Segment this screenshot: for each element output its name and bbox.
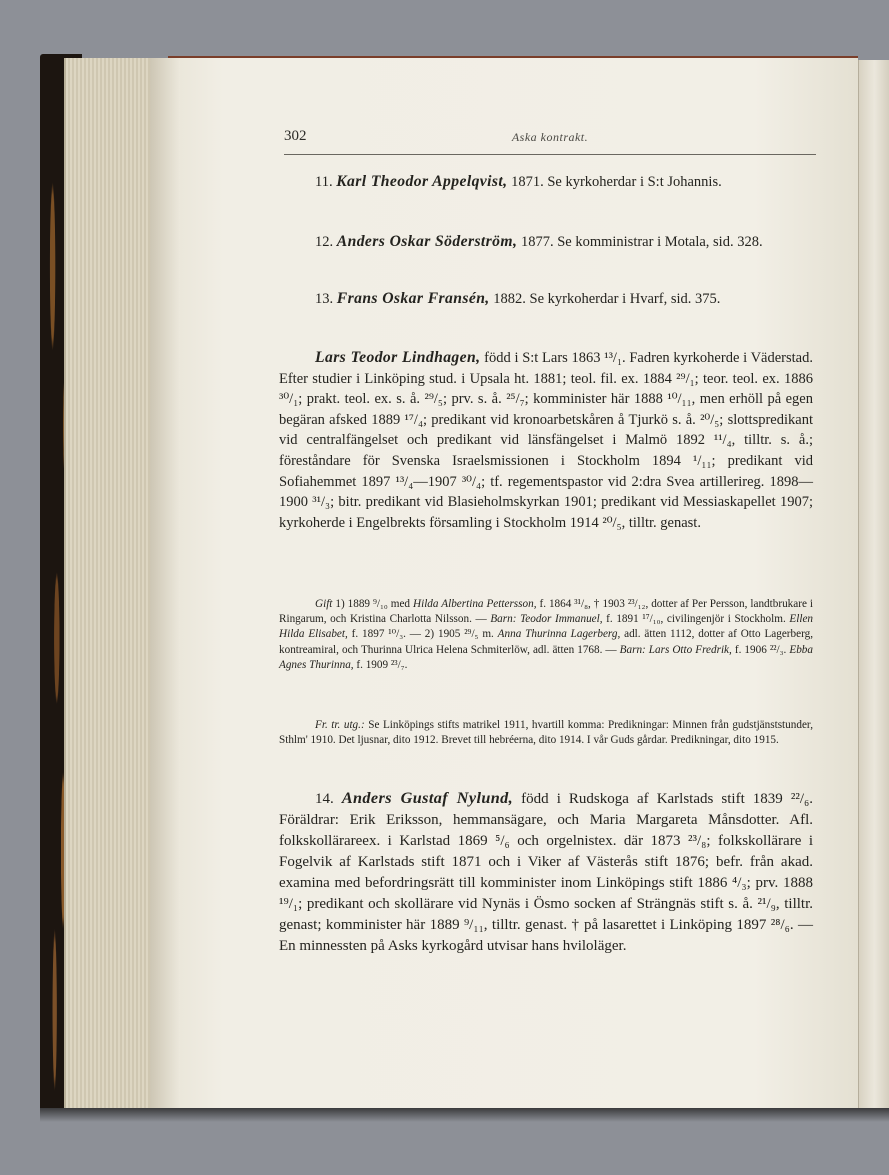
page-gutter: [150, 58, 180, 1108]
entry-writings: [279, 718, 813, 748]
page-number: 302: [284, 128, 307, 144]
entry-number: 12.: [315, 234, 334, 250]
facing-page-edge: [858, 60, 889, 1110]
family-text: f. 1906 ²²/₃.: [731, 643, 790, 656]
entry-name: Frans Oskar Fransén,: [336, 290, 490, 307]
entry-text: född i Rudskoga af Karlstads stift 1839 ²²/₆. Föräldrar: Erik Eriksson, hemmansägare, och Maria Margareta Månsdotter. Afl. folkskollärareex. i Karlstad 1869 ⁵/₆ och orgelnistex. där 1873 ²³/₈; folkskollärare i Fogelvik af Karlstads stift 1871 och i Viker af Västerås stift 1876; befr. från akad. examina med befordringsrätt till komminister inom Linköpings stift 1886 ⁴/₃; prv. 1888 ¹⁹/₁; predikant och skollärare vid Nynäs i Ösmo socken af Strängnäs stift s. å. ²¹/₉, tilltr. genast; komminister här 1889 ⁹/₁₁, tilltr. genast. † på lasarettet i Linköping 1897 ²⁸/₆. — En minnessten på Asks kyrkogård utvisar hans hviloläger.: [279, 791, 813, 954]
child-name: Ebba Agnes Thurinna,: [279, 643, 813, 671]
entry-name: Anders Oskar Söderström,: [336, 233, 518, 250]
entry-number: 14.: [315, 791, 334, 807]
family-text: f. 1864 ³¹/₈, † 1903 ²³/₁₂, dotter af Per Persson, landtbrukare i Ringarum, och Kristina Charlotta Nilsson. —: [279, 598, 813, 626]
family-text: 1) 1889 ⁹/₁₀ med: [332, 598, 413, 610]
writings-text: Se Linköpings stifts matrikel 1911, hvartill komma: Predikningar: Minnen från gudstjänststunder, Sthlm' 1910. Det ljusnar, dito 1912. Brevet till hebréerna, dito 1914. I vår Guds gårdar. Predikningar, dito 1915.: [279, 719, 813, 747]
entry-13: [279, 289, 813, 310]
entry-name: Karl Theodor Appelqvist,: [336, 173, 508, 190]
entry-text: 1877. Se komministrar i Motala, sid. 328.: [517, 234, 763, 250]
entry-number: 11.: [315, 174, 333, 190]
entry-text: född i S:t Lars 1863 ¹³/₁. Fadren kyrkoherde i Väderstad. Efter studier i Linköping stud. i Upsala ht. 1881; teol. fil. ex. 1884 ²⁹/₁; teor. teol. ex. 1886 ³⁰/₁; prakt. teol. ex. s. å. ²⁹/₅; prv. s. å. ²⁵/₇; komminister här 1888 ¹⁰/₁₁, men erhöll på egen begäran afsked 1889 ¹⁷/₄; predikant vid kronoarbetskåren å Tjurkö s. å. ²⁰/₅; slottspredikant vid centralfängelset och predikant vid länsfängelset i Malmö 1892 ¹¹/₄, tilltr. s. å.; föreståndare för Svenska Israelsmissionen i Stockholm 1894 ¹/₁₁; predikant vid Sofiahemmet 1897 ¹³/₄—1907 ³⁰/₄; tf. regementspastor vid 2:dra Svea artillerireg. 1898—1900 ³¹/₃; bitr. predikant vid Blasieholmskyrkan 1901; predikant vid Messiaskapellet 1907; kyrkoherde i Engelbrekts församling i Stockholm 1914 ²⁰/₅, tilltr. genast.: [279, 350, 813, 531]
writings-label: Fr. tr. utg.:: [315, 719, 365, 731]
entry-family: [279, 597, 813, 673]
spouse-name: Hilda Albertina Pettersson,: [413, 598, 537, 610]
entry-name: Anders Gustaf Nylund,: [341, 789, 514, 807]
family-text: f. 1897 ¹⁰/₃. — 2) 1905 ²⁹/₅ m.: [347, 628, 498, 641]
page-header: [284, 128, 816, 155]
entry-number: 13.: [315, 291, 334, 307]
running-head: Aska kontrakt.: [511, 130, 589, 144]
entry-lindhagen: [279, 348, 813, 533]
children-label: Barn: Lars Otto Fredrik,: [619, 643, 732, 656]
spouse-name: Anna Thurinna Lagerberg,: [497, 628, 621, 641]
family-text: adl. ätten 1112, dotter af Otto Lagerberg, kontreamiral, och Thurinna Ulrica Helena Schmiterlöw, adl. ätten 1768. —: [279, 628, 814, 656]
entry-14: [279, 788, 813, 957]
entry-name: Lars Teodor Lindhagen,: [315, 349, 481, 366]
entry-12: [279, 232, 813, 253]
entry-text: 1871. Se kyrkoherdar i S:t Johannis.: [507, 174, 722, 190]
entry-text: 1882. Se kyrkoherdar i Hvarf, sid. 375.: [489, 291, 721, 307]
book-shadow: [40, 1108, 889, 1122]
entry-11: [279, 172, 813, 193]
children-label: Barn: Teodor Immanuel,: [490, 613, 603, 626]
family-text: f. 1891 ¹⁷/₁₀, civilingenjör i Stockholm.: [602, 613, 790, 626]
gift-label: Gift: [315, 598, 333, 610]
child-name: Ellen Hilda Elisabet,: [279, 613, 814, 641]
family-text: f. 1909 ²³/₇.: [353, 658, 408, 671]
